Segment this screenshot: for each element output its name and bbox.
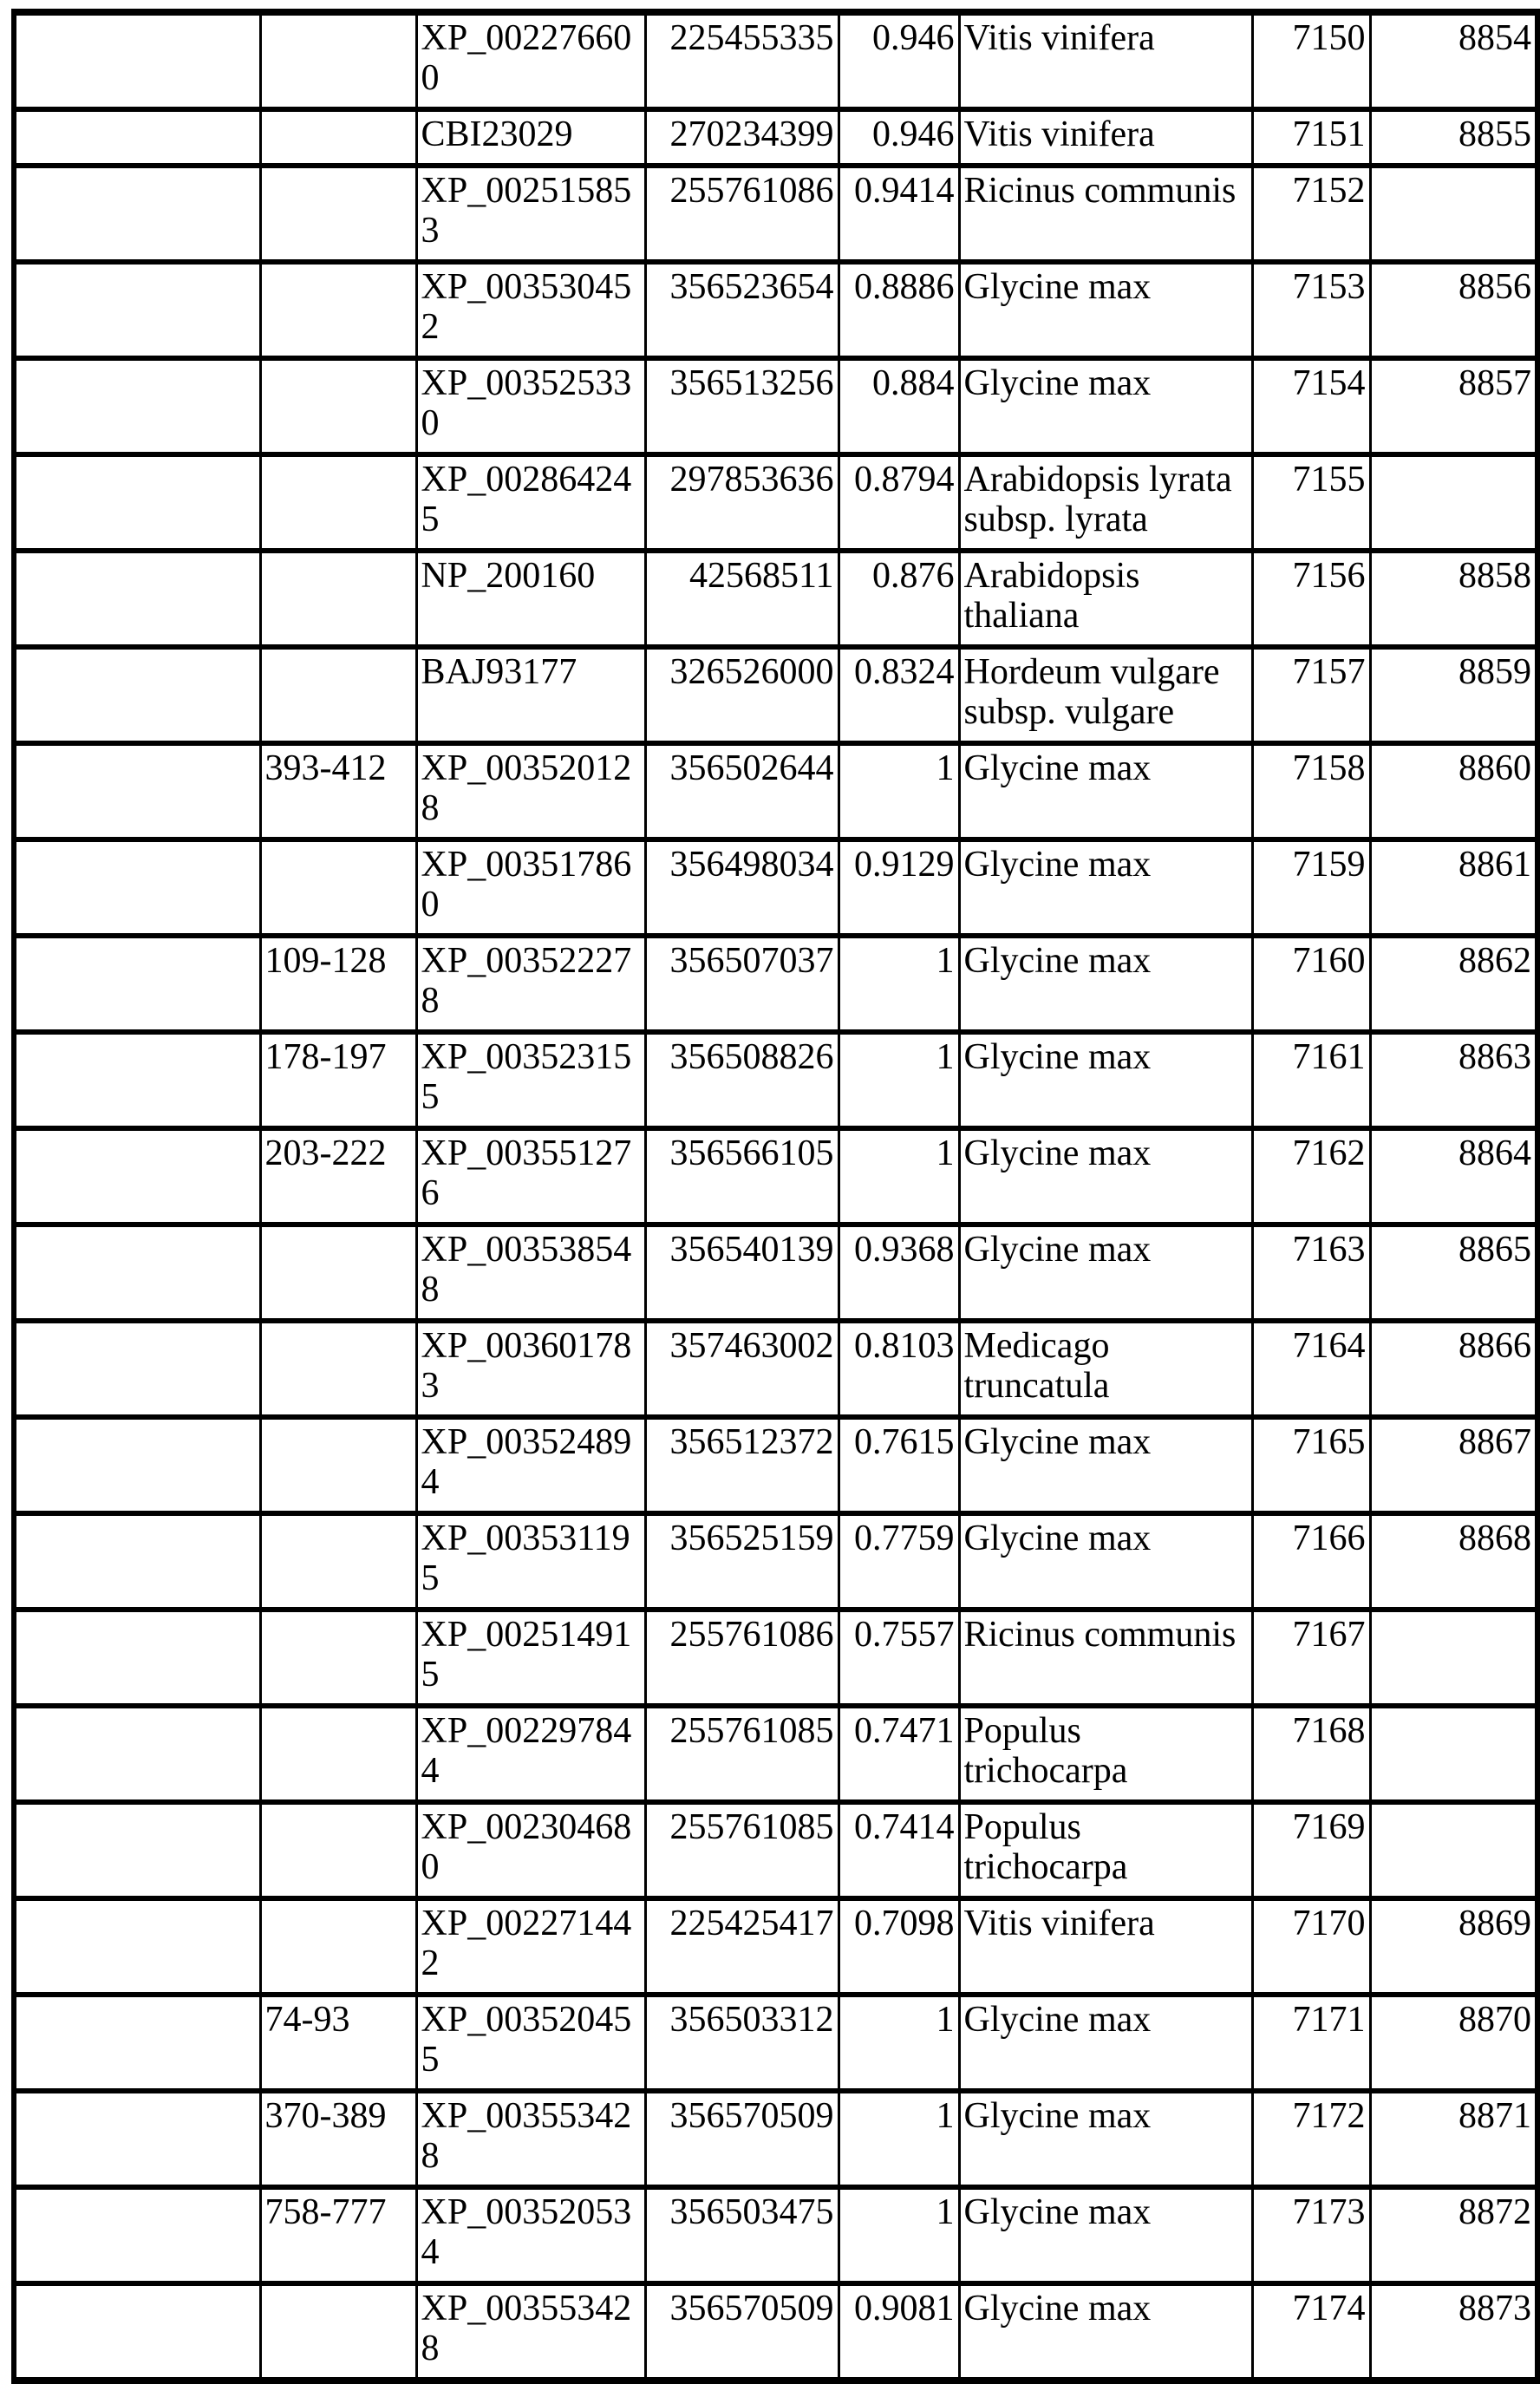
accession-cell: XP_003523155 bbox=[416, 1032, 645, 1128]
table-row bbox=[14, 551, 1537, 647]
seq-id-cell: 8859 bbox=[1370, 647, 1537, 743]
peptide-range-cell: 203-222 bbox=[260, 1128, 416, 1225]
peptide-range-cell: 74-93 bbox=[260, 1995, 416, 2091]
row-id-cell: 7153 bbox=[1252, 262, 1370, 358]
organism-cell: Glycine max bbox=[959, 2091, 1252, 2187]
seq-id-cell bbox=[1370, 166, 1537, 262]
peptide-range-cell bbox=[260, 454, 416, 551]
gi-number-cell: 42568511 bbox=[645, 551, 839, 647]
seq-id-cell: 8866 bbox=[1370, 1321, 1537, 1417]
accession-cell: XP_002514915 bbox=[416, 1610, 645, 1706]
row-id-cell: 7152 bbox=[1252, 166, 1370, 262]
peptide-range-cell bbox=[260, 1802, 416, 1898]
organism-cell: Vitis vinifera bbox=[959, 1898, 1252, 1995]
peptide-range-cell bbox=[260, 1706, 416, 1802]
accession-cell: XP_003524894 bbox=[416, 1417, 645, 1513]
seq-id-cell: 8854 bbox=[1370, 12, 1537, 109]
peptide-range-cell bbox=[260, 647, 416, 743]
organism-cell: Arabidopsis lyrata subsp. lyrata bbox=[959, 454, 1252, 551]
peptide-range-cell: 758-777 bbox=[260, 2187, 416, 2283]
blank-cell bbox=[14, 109, 260, 166]
score-cell: 0.7098 bbox=[839, 1898, 959, 1995]
accession-cell: XP_002304680 bbox=[416, 1802, 645, 1898]
accession-cell: XP_003520128 bbox=[416, 743, 645, 839]
table-row bbox=[14, 1513, 1537, 1610]
organism-cell: Arabidopsis thaliana bbox=[959, 551, 1252, 647]
seq-id-cell: 8871 bbox=[1370, 2091, 1537, 2187]
table-row bbox=[14, 1032, 1537, 1128]
peptide-range-cell bbox=[260, 551, 416, 647]
organism-cell: Glycine max bbox=[959, 1417, 1252, 1513]
row-id-cell: 7166 bbox=[1252, 1513, 1370, 1610]
peptide-range-cell bbox=[260, 166, 416, 262]
table-row bbox=[14, 454, 1537, 551]
row-id-cell: 7157 bbox=[1252, 647, 1370, 743]
gi-number-cell: 356523654 bbox=[645, 262, 839, 358]
peptide-range-cell bbox=[260, 839, 416, 936]
score-cell: 0.946 bbox=[839, 12, 959, 109]
blank-cell bbox=[14, 1898, 260, 1995]
table-row bbox=[14, 647, 1537, 743]
row-id-cell: 7168 bbox=[1252, 1706, 1370, 1802]
gi-number-cell: 255761085 bbox=[645, 1802, 839, 1898]
seq-id-cell: 8868 bbox=[1370, 1513, 1537, 1610]
blank-cell bbox=[14, 1128, 260, 1225]
table-row bbox=[14, 936, 1537, 1032]
accession-cell: XP_003520534 bbox=[416, 2187, 645, 2283]
row-id-cell: 7163 bbox=[1252, 1225, 1370, 1321]
peptide-range-cell bbox=[260, 358, 416, 454]
accession-cell: XP_003530452 bbox=[416, 262, 645, 358]
organism-cell: Glycine max bbox=[959, 1032, 1252, 1128]
score-cell: 0.8103 bbox=[839, 1321, 959, 1417]
seq-id-cell bbox=[1370, 1610, 1537, 1706]
table-row bbox=[14, 12, 1537, 109]
gi-number-cell: 356498034 bbox=[645, 839, 839, 936]
blank-cell bbox=[14, 1513, 260, 1610]
row-id-cell: 7159 bbox=[1252, 839, 1370, 936]
accession-cell: XP_003531195 bbox=[416, 1513, 645, 1610]
accession-cell: NP_200160 bbox=[416, 551, 645, 647]
table-row bbox=[14, 1898, 1537, 1995]
organism-cell: Glycine max bbox=[959, 743, 1252, 839]
peptide-range-cell bbox=[260, 1417, 416, 1513]
score-cell: 0.9081 bbox=[839, 2283, 959, 2381]
gi-number-cell: 225425417 bbox=[645, 1898, 839, 1995]
row-id-cell: 7170 bbox=[1252, 1898, 1370, 1995]
score-cell: 0.9414 bbox=[839, 166, 959, 262]
blank-cell bbox=[14, 839, 260, 936]
row-id-cell: 7169 bbox=[1252, 1802, 1370, 1898]
blank-cell bbox=[14, 2187, 260, 2283]
score-cell: 1 bbox=[839, 1128, 959, 1225]
organism-cell: Glycine max bbox=[959, 2283, 1252, 2381]
table-row bbox=[14, 1706, 1537, 1802]
row-id-cell: 7164 bbox=[1252, 1321, 1370, 1417]
blank-cell bbox=[14, 454, 260, 551]
table-body bbox=[14, 12, 1537, 2381]
sequence-homolog-table bbox=[11, 9, 1540, 2384]
gi-number-cell: 356508826 bbox=[645, 1032, 839, 1128]
table-row bbox=[14, 2283, 1537, 2381]
table-row bbox=[14, 2091, 1537, 2187]
seq-id-cell: 8856 bbox=[1370, 262, 1537, 358]
organism-cell: Glycine max bbox=[959, 1995, 1252, 2091]
table-row bbox=[14, 166, 1537, 262]
peptide-range-cell bbox=[260, 1513, 416, 1610]
gi-number-cell: 225455335 bbox=[645, 12, 839, 109]
row-id-cell: 7154 bbox=[1252, 358, 1370, 454]
accession-cell: XP_002515853 bbox=[416, 166, 645, 262]
organism-cell: Populus trichocarpa bbox=[959, 1706, 1252, 1802]
seq-id-cell: 8865 bbox=[1370, 1225, 1537, 1321]
organism-cell: Glycine max bbox=[959, 1128, 1252, 1225]
gi-number-cell: 326526000 bbox=[645, 647, 839, 743]
gi-number-cell: 356570509 bbox=[645, 2091, 839, 2187]
blank-cell bbox=[14, 743, 260, 839]
accession-cell: BAJ93177 bbox=[416, 647, 645, 743]
gi-number-cell: 356570509 bbox=[645, 2283, 839, 2381]
accession-cell: XP_003551276 bbox=[416, 1128, 645, 1225]
accession-cell: XP_003520455 bbox=[416, 1995, 645, 2091]
table-row bbox=[14, 358, 1537, 454]
score-cell: 0.9129 bbox=[839, 839, 959, 936]
seq-id-cell: 8870 bbox=[1370, 1995, 1537, 2091]
accession-cell: XP_003522278 bbox=[416, 936, 645, 1032]
accession-cell: XP_003517860 bbox=[416, 839, 645, 936]
organism-cell: Glycine max bbox=[959, 262, 1252, 358]
blank-cell bbox=[14, 1610, 260, 1706]
score-cell: 0.7615 bbox=[839, 1417, 959, 1513]
row-id-cell: 7158 bbox=[1252, 743, 1370, 839]
row-id-cell: 7155 bbox=[1252, 454, 1370, 551]
gi-number-cell: 297853636 bbox=[645, 454, 839, 551]
table-row bbox=[14, 1417, 1537, 1513]
table-row bbox=[14, 743, 1537, 839]
peptide-range-cell bbox=[260, 262, 416, 358]
seq-id-cell: 8855 bbox=[1370, 109, 1537, 166]
organism-cell: Glycine max bbox=[959, 936, 1252, 1032]
score-cell: 0.7471 bbox=[839, 1706, 959, 1802]
peptide-range-cell bbox=[260, 2283, 416, 2381]
seq-id-cell bbox=[1370, 1802, 1537, 1898]
blank-cell bbox=[14, 262, 260, 358]
peptide-range-cell bbox=[260, 1225, 416, 1321]
gi-number-cell: 356525159 bbox=[645, 1513, 839, 1610]
peptide-range-cell: 370-389 bbox=[260, 2091, 416, 2187]
seq-id-cell: 8862 bbox=[1370, 936, 1537, 1032]
gi-number-cell: 356513256 bbox=[645, 358, 839, 454]
accession-cell: XP_002297844 bbox=[416, 1706, 645, 1802]
seq-id-cell: 8872 bbox=[1370, 2187, 1537, 2283]
blank-cell bbox=[14, 12, 260, 109]
seq-id-cell: 8864 bbox=[1370, 1128, 1537, 1225]
table-row bbox=[14, 1225, 1537, 1321]
table-row bbox=[14, 1995, 1537, 2091]
row-id-cell: 7174 bbox=[1252, 2283, 1370, 2381]
gi-number-cell: 356502644 bbox=[645, 743, 839, 839]
row-id-cell: 7172 bbox=[1252, 2091, 1370, 2187]
score-cell: 0.7414 bbox=[839, 1802, 959, 1898]
accession-cell: XP_003525330 bbox=[416, 358, 645, 454]
peptide-range-cell bbox=[260, 1610, 416, 1706]
row-id-cell: 7150 bbox=[1252, 12, 1370, 109]
table-row bbox=[14, 109, 1537, 166]
peptide-range-cell bbox=[260, 109, 416, 166]
gi-number-cell: 255761085 bbox=[645, 1706, 839, 1802]
score-cell: 0.946 bbox=[839, 109, 959, 166]
score-cell: 0.8794 bbox=[839, 454, 959, 551]
seq-id-cell: 8857 bbox=[1370, 358, 1537, 454]
blank-cell bbox=[14, 358, 260, 454]
organism-cell: Glycine max bbox=[959, 1513, 1252, 1610]
seq-id-cell: 8867 bbox=[1370, 1417, 1537, 1513]
score-cell: 1 bbox=[839, 1032, 959, 1128]
gi-number-cell: 356507037 bbox=[645, 936, 839, 1032]
gi-number-cell: 356503475 bbox=[645, 2187, 839, 2283]
blank-cell bbox=[14, 1321, 260, 1417]
seq-id-cell: 8873 bbox=[1370, 2283, 1537, 2381]
gi-number-cell: 356503312 bbox=[645, 1995, 839, 2091]
organism-cell: Populus trichocarpa bbox=[959, 1802, 1252, 1898]
blank-cell bbox=[14, 936, 260, 1032]
table-row bbox=[14, 1128, 1537, 1225]
score-cell: 0.8886 bbox=[839, 262, 959, 358]
blank-cell bbox=[14, 2091, 260, 2187]
peptide-range-cell: 109-128 bbox=[260, 936, 416, 1032]
score-cell: 0.9368 bbox=[839, 1225, 959, 1321]
accession-cell: XP_003553428 bbox=[416, 2283, 645, 2381]
gi-number-cell: 356566105 bbox=[645, 1128, 839, 1225]
blank-cell bbox=[14, 1802, 260, 1898]
seq-id-cell: 8858 bbox=[1370, 551, 1537, 647]
peptide-range-cell bbox=[260, 1898, 416, 1995]
score-cell: 0.7557 bbox=[839, 1610, 959, 1706]
table-row bbox=[14, 839, 1537, 936]
blank-cell bbox=[14, 551, 260, 647]
organism-cell: Ricinus communis bbox=[959, 1610, 1252, 1706]
peptide-range-cell: 178-197 bbox=[260, 1032, 416, 1128]
row-id-cell: 7162 bbox=[1252, 1128, 1370, 1225]
score-cell: 0.884 bbox=[839, 358, 959, 454]
table-row bbox=[14, 2187, 1537, 2283]
accession-cell: XP_002864245 bbox=[416, 454, 645, 551]
accession-cell: CBI23029 bbox=[416, 109, 645, 166]
peptide-range-cell: 393-412 bbox=[260, 743, 416, 839]
accession-cell: XP_003601783 bbox=[416, 1321, 645, 1417]
table-row bbox=[14, 1610, 1537, 1706]
row-id-cell: 7171 bbox=[1252, 1995, 1370, 2091]
seq-id-cell: 8863 bbox=[1370, 1032, 1537, 1128]
accession-cell: XP_002276600 bbox=[416, 12, 645, 109]
score-cell: 1 bbox=[839, 1995, 959, 2091]
peptide-range-cell bbox=[260, 1321, 416, 1417]
row-id-cell: 7173 bbox=[1252, 2187, 1370, 2283]
row-id-cell: 7167 bbox=[1252, 1610, 1370, 1706]
blank-cell bbox=[14, 1417, 260, 1513]
peptide-range-cell bbox=[260, 12, 416, 109]
score-cell: 0.8324 bbox=[839, 647, 959, 743]
gi-number-cell: 270234399 bbox=[645, 109, 839, 166]
score-cell: 0.876 bbox=[839, 551, 959, 647]
gi-number-cell: 255761086 bbox=[645, 1610, 839, 1706]
accession-cell: XP_003553428 bbox=[416, 2091, 645, 2187]
seq-id-cell: 8861 bbox=[1370, 839, 1537, 936]
seq-id-cell: 8869 bbox=[1370, 1898, 1537, 1995]
table-row bbox=[14, 1802, 1537, 1898]
row-id-cell: 7165 bbox=[1252, 1417, 1370, 1513]
table-row bbox=[14, 1321, 1537, 1417]
blank-cell bbox=[14, 1225, 260, 1321]
organism-cell: Vitis vinifera bbox=[959, 109, 1252, 166]
row-id-cell: 7156 bbox=[1252, 551, 1370, 647]
seq-id-cell bbox=[1370, 1706, 1537, 1802]
score-cell: 1 bbox=[839, 2187, 959, 2283]
organism-cell: Glycine max bbox=[959, 2187, 1252, 2283]
gi-number-cell: 356540139 bbox=[645, 1225, 839, 1321]
organism-cell: Vitis vinifera bbox=[959, 12, 1252, 109]
organism-cell: Glycine max bbox=[959, 358, 1252, 454]
blank-cell bbox=[14, 166, 260, 262]
row-id-cell: 7151 bbox=[1252, 109, 1370, 166]
seq-id-cell: 8860 bbox=[1370, 743, 1537, 839]
table-row bbox=[14, 262, 1537, 358]
organism-cell: Glycine max bbox=[959, 1225, 1252, 1321]
gi-number-cell: 357463002 bbox=[645, 1321, 839, 1417]
seq-id-cell bbox=[1370, 454, 1537, 551]
blank-cell bbox=[14, 1995, 260, 2091]
accession-cell: XP_002271442 bbox=[416, 1898, 645, 1995]
blank-cell bbox=[14, 2283, 260, 2381]
blank-cell bbox=[14, 1032, 260, 1128]
gi-number-cell: 356512372 bbox=[645, 1417, 839, 1513]
row-id-cell: 7160 bbox=[1252, 936, 1370, 1032]
blank-cell bbox=[14, 647, 260, 743]
accession-cell: XP_003538548 bbox=[416, 1225, 645, 1321]
row-id-cell: 7161 bbox=[1252, 1032, 1370, 1128]
blank-cell bbox=[14, 1706, 260, 1802]
organism-cell: Medicago truncatula bbox=[959, 1321, 1252, 1417]
score-cell: 1 bbox=[839, 936, 959, 1032]
score-cell: 1 bbox=[839, 743, 959, 839]
score-cell: 1 bbox=[839, 2091, 959, 2187]
organism-cell: Ricinus communis bbox=[959, 166, 1252, 262]
gi-number-cell: 255761086 bbox=[645, 166, 839, 262]
organism-cell: Glycine max bbox=[959, 839, 1252, 936]
score-cell: 0.7759 bbox=[839, 1513, 959, 1610]
organism-cell: Hordeum vulgare subsp. vulgare bbox=[959, 647, 1252, 743]
